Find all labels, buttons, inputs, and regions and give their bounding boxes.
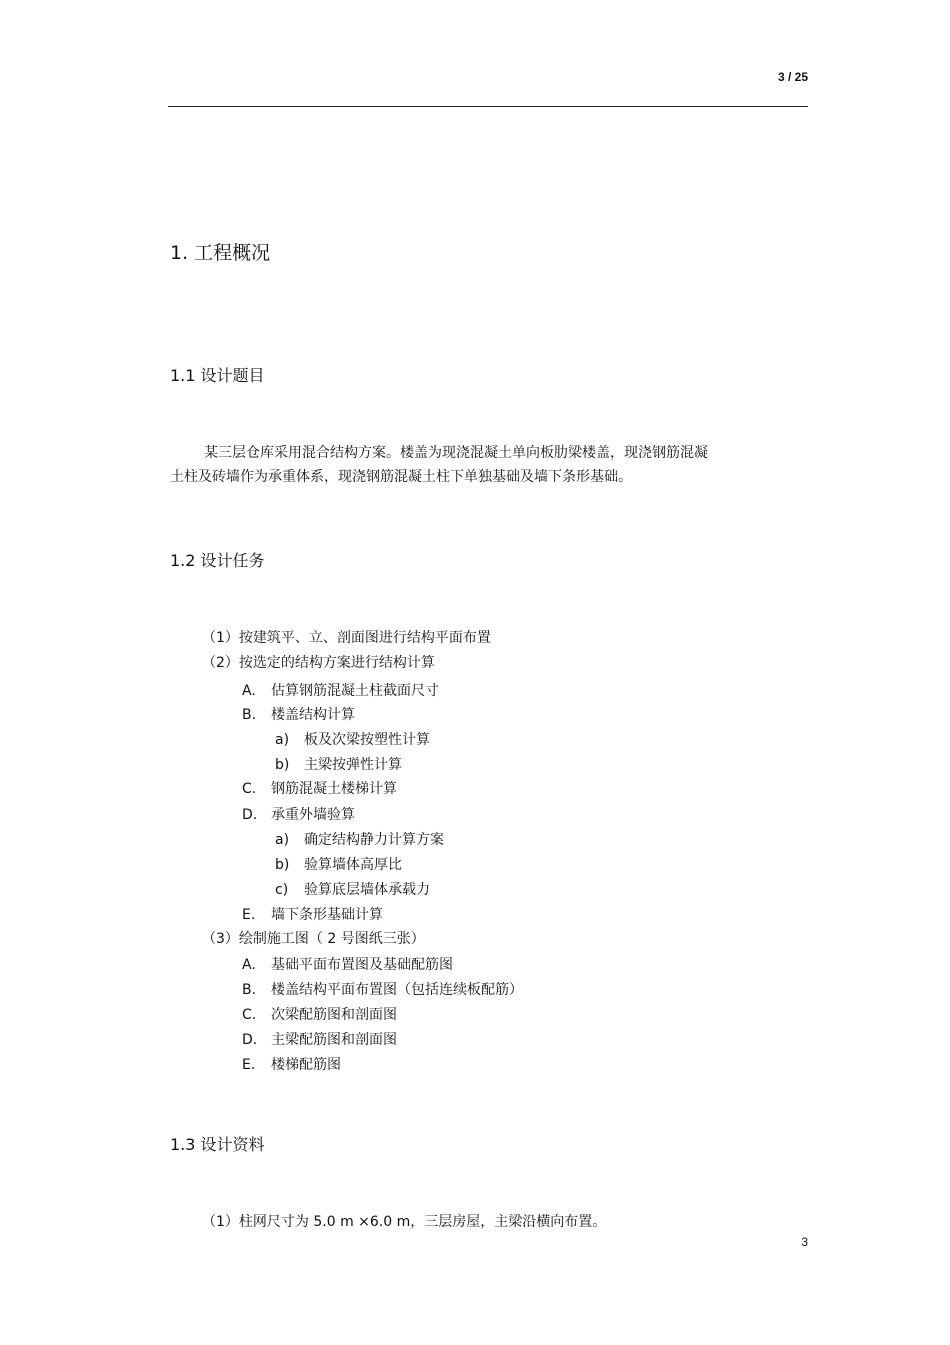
list-item-text: 按建筑平、立、剖面图进行结构平面布置 xyxy=(238,630,491,646)
list-item xyxy=(275,854,402,874)
list-item-text: 估算钢筋混凝土柱截面尺寸 xyxy=(271,683,439,699)
list-item-label: E. xyxy=(242,1057,256,1073)
list-item-text: 板及次梁按塑性计算 xyxy=(304,732,430,748)
list-item-label: c) xyxy=(275,882,289,898)
list-item-text: 确定结构静力计算方案 xyxy=(304,832,444,848)
list-item xyxy=(242,1004,397,1024)
list-item-label: b) xyxy=(275,857,290,873)
list-item-text: 钢筋混凝土楼梯计算 xyxy=(271,781,397,797)
list-item-text: 主梁按弹性计算 xyxy=(304,757,402,773)
paragraph-line-2: 土柱及砖墙作为承重体系，现浇钢筋混凝土柱下单独基础及墙下条形基础。 xyxy=(170,469,632,485)
list-item-text: 验算底层墙体承载力 xyxy=(304,882,430,898)
list-item xyxy=(202,928,425,948)
heading-1-2: 1.2 设计任务 xyxy=(170,551,265,570)
list-item xyxy=(242,778,397,798)
list-item-label: a) xyxy=(275,732,290,748)
list-item-text: 基础平面布置图及基础配筋图 xyxy=(271,957,453,973)
list-item xyxy=(242,904,383,924)
list-item-text: 承重外墙验算 xyxy=(271,807,355,823)
list-item-text: 按选定的结构方案进行结构计算 xyxy=(238,655,435,671)
list-item-label: （2） xyxy=(202,655,239,671)
section-title: 1. 工程概况 xyxy=(170,242,271,264)
list-item-text: 柱网尺寸为 5.0 m ×6.0 m，三层房屋，主梁沿横向布置。 xyxy=(238,1214,607,1230)
list-item-label: a) xyxy=(275,832,290,848)
list-item-label: （1） xyxy=(202,1214,239,1230)
page-counter: 3 / 25 xyxy=(777,70,808,84)
list-item-text: 楼梯配筋图 xyxy=(271,1057,341,1073)
list-item-label: A. xyxy=(242,957,256,973)
list-item-label: E. xyxy=(242,907,256,923)
page-number: 3 xyxy=(801,1235,808,1249)
list-item xyxy=(275,754,402,774)
list-item-text: 主梁配筋图和剖面图 xyxy=(271,1032,397,1048)
list-item xyxy=(242,1054,341,1074)
list-item-text: 楼盖结构平面布置图（包括连续板配筋） xyxy=(271,982,523,998)
list-item-text: 楼盖结构计算 xyxy=(271,707,355,723)
list-item-label: b) xyxy=(275,757,290,773)
list-item xyxy=(242,979,523,999)
list-item-label: B. xyxy=(242,707,257,723)
list-item-label: C. xyxy=(242,781,257,797)
list-item-label: （1） xyxy=(202,630,239,646)
list-item xyxy=(242,954,453,974)
list-item-label: C. xyxy=(242,1007,257,1023)
list-item-label: （3） xyxy=(202,931,239,947)
list-item xyxy=(275,829,444,849)
list-item-text: 验算墙体高厚比 xyxy=(304,857,402,873)
list-item xyxy=(242,704,355,724)
list-item-label: D. xyxy=(242,807,258,823)
heading-1-3: 1.3 设计资料 xyxy=(170,1135,265,1154)
list-item xyxy=(242,680,439,700)
heading-1-1: 1.1 设计题目 xyxy=(170,366,265,385)
paragraph-line-1: 某三层仓库采用混合结构方案。楼盖为现浇混凝土单向板肋梁楼盖，现浇钢筋混凝 xyxy=(204,445,708,461)
list-item xyxy=(275,879,430,899)
list-item xyxy=(202,1211,606,1231)
list-item xyxy=(202,627,491,647)
list-item-label: B. xyxy=(242,982,257,998)
list-item-label: A. xyxy=(242,683,256,699)
list-item xyxy=(202,652,435,672)
list-item-text: 绘制施工图（ 2 号图纸三张） xyxy=(238,931,425,947)
list-item xyxy=(242,804,355,824)
list-item-label: D. xyxy=(242,1032,258,1048)
list-item-text: 墙下条形基础计算 xyxy=(271,907,383,923)
list-item xyxy=(242,1029,397,1049)
header-rule xyxy=(168,106,808,107)
list-item xyxy=(275,729,430,749)
list-item-text: 次梁配筋图和剖面图 xyxy=(271,1007,397,1023)
